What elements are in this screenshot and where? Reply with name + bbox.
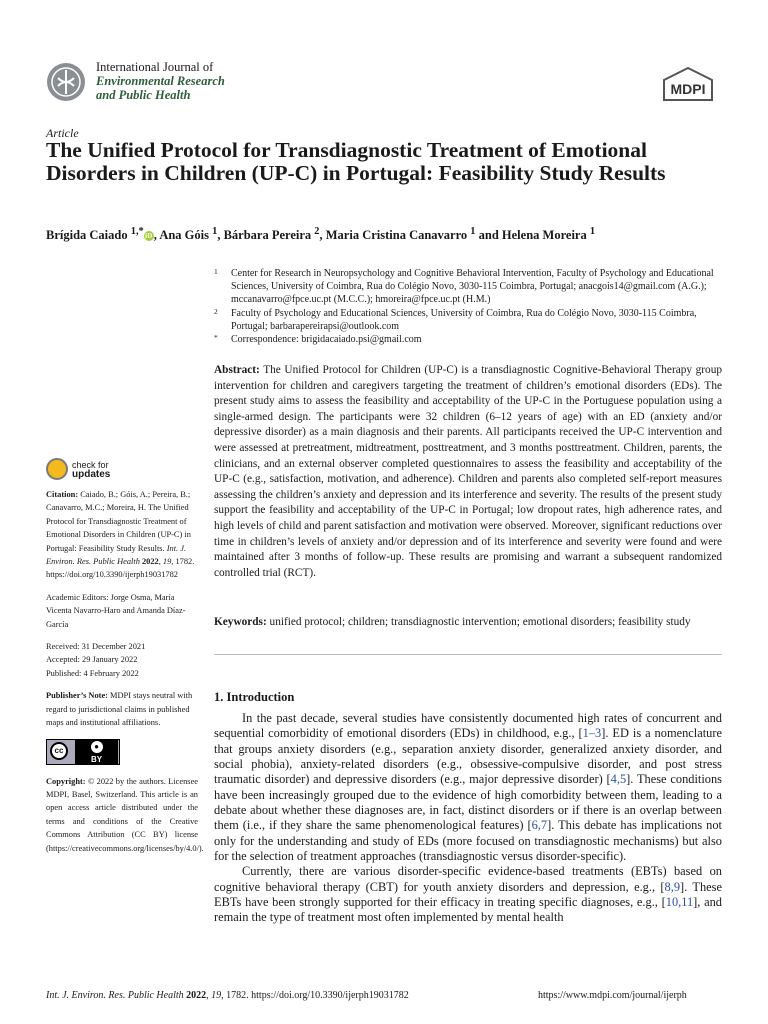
check-updates-line1: check for — [72, 460, 109, 470]
article-title: The Unified Protocol for Transdiagnostic Treatment of Emotional Disorders in Children (UP-C) in Portugal: Feasibility Study Results — [46, 138, 666, 185]
journal-name-line1: International Journal of — [96, 60, 214, 74]
citation-year: 2022 — [141, 557, 159, 567]
citation-link[interactable]: 10,11 — [665, 895, 694, 910]
citation-link[interactable]: 4,5 — [610, 772, 627, 787]
orcid-icon[interactable]: iD — [145, 232, 153, 241]
footer-volume: 19 — [211, 990, 222, 1001]
affiliation-item — [214, 267, 724, 307]
author-affil-mark: 1 — [212, 226, 218, 237]
footer-journal-url[interactable]: https://www.mdpi.com/journal/ijerph — [538, 990, 687, 1001]
check-updates-icon — [46, 458, 68, 480]
keywords-text: unified protocol; children; transdiagnostic intervention; emotional disorders; feasibility study — [269, 616, 691, 628]
journal-name — [96, 60, 225, 102]
paragraph: Currently, there are various disorder-specific evidence-based treatments (EBTs) based on cognitive behavioral therapy (CBT) for youth anxiety disorders and depression, e.g., [8,9]. These EBTs have been strongly supported for their efficacy in treating specific diagnoses, e.g., [10,11], and remain the type of treatment most often implemented by mental health — [214, 864, 722, 925]
author-affil-mark: 1 — [470, 226, 476, 237]
affiliation-text: Center for Research in Neuropsychology and Cognitive Behavioral Intervention, Faculty of Psychology and Educational Sciences, University of Coimbra, Rua do Colégio Novo, 3030-115 Coimbra, Portugal; anacgois14@gmail.com (A.G.); mccanavarro@fpce.uc.pt (M.C.C.); hmoreira@fpce.uc.pt (H.M.) — [231, 268, 714, 306]
author-affil-mark: 1 — [589, 226, 596, 237]
check-updates-line2: updates — [72, 469, 111, 480]
attribution-person-icon: ● — [91, 741, 103, 753]
author-conjunction: and — [478, 228, 499, 243]
citation-journal: Int. J. Environ. Res. Public Health — [46, 543, 187, 567]
footer-citation: Int. J. Environ. Res. Public Health 2022, 19, 1782. https://doi.org/10.3390/ijerph19031782 — [46, 990, 409, 1001]
citation-link[interactable]: 8,9 — [664, 879, 681, 894]
received-date: Received: 31 December 2021 — [46, 642, 146, 652]
check-for-updates-button[interactable] — [46, 458, 126, 484]
affiliation-mark: 1 — [214, 267, 218, 276]
dates — [46, 640, 198, 680]
publisher-name: MDPI — [670, 81, 706, 97]
copyright-label: Copyright: — [46, 776, 86, 786]
keywords — [214, 615, 722, 631]
affiliation-text: Faculty of Psychology and Educational Sciences, University of Coimbra, Rua do Colégio Novo, 3030-115 Coimbra, Portugal; barbarapereirapsi@outlook.com — [231, 307, 697, 332]
copyright-text: © 2022 by the authors. Licensee MDPI, Basel, Switzerland. This article is an open access article distributed under the terms and conditions of the Creative Commons Attribution (CC BY) license (https://creativecommons.org/licenses/by/4.0/). — [46, 776, 204, 853]
abstract-text: The Unified Protocol for Children (UP-C) is a transdiagnostic Cognitive-Behavioral Therapy group intervention for children and caregivers targeting the treatment of children’s emotional disorders (EDs). The present study aims to assess the feasibility and acceptability of the UP-C in the Portuguese population using a single-armed design. The participants were 32 children (6–12 years of age) with an ED (anxiety and/or depressive disorder) as a main diagnosis and their parents. All participants received the UP-C intervention and were assessed at pretreatment, midtreatment, posttreatment, and 3 months posttreatment. Children, parents, the clinicians, and an external observer completed questionnaires to assess the feasibility and acceptability of the UP-C (e.g., satisfaction, motivation, and adherence). Children and parents also completed self-report measures assessing the children’s anxiety and depression and its interference and severity. The results of the present study support the feasibility and acceptability of the UP-C in Portugal; low dropout rates, high adherence rates, and high levels of child and parent satisfaction and motivation were observed. Moreover, significant reductions over time in children’s levels of anxiety and/or depression and of its interference and severity were found and were maintained after 3 months of follow-up. These results are promising and warrant a subsequent randomized controlled trial (RCT). — [214, 364, 722, 579]
creative-commons-icon: cc — [50, 742, 68, 760]
cc-by-license-badge[interactable] — [46, 739, 120, 765]
citation-label: Citation: — [46, 490, 79, 499]
author-name: Brígida Caiado — [46, 228, 128, 243]
introduction-body — [214, 711, 722, 926]
citation-volume: 19 — [162, 557, 172, 567]
accepted-date: Accepted: 29 January 2022 — [46, 655, 138, 665]
author-affil-mark: 1,* — [130, 226, 144, 237]
section-heading-introduction: 1. Introduction — [214, 690, 295, 704]
author-name: Ana Góis — [159, 228, 209, 243]
publisher-note-text: MDPI stays neutral with regard to jurisdictional claims in published maps and institutional affiliations. — [46, 691, 193, 728]
journal-logo-icon — [46, 62, 86, 102]
keywords-label: Keywords: — [214, 616, 267, 628]
affiliation-text: Correspondence: brigidacaiado.psi@gmail.com — [231, 334, 422, 346]
publisher-note — [46, 689, 198, 729]
citation: Citation: Caiado, B.; Góis, A.; Pereira, B.; Canavarro, M.C.; Moreira, H. The Unified Protocol for Transdiagnostic Treatment of Emotional Disorders in Children (UP-C) in Portugal: Feasibility Study Results. Int. J. Environ. Res. Public Health 2022, 19, 1782. https://doi.org/10.3390/ijerph19031782 — [46, 490, 195, 580]
mdpi-logo-icon — [660, 66, 716, 104]
citation-link[interactable]: 1–3 — [582, 726, 602, 741]
citation-text: Caiado, B.; Góis, A.; Pereira, B.; Canavarro, M.C.; Moreira, H. The Unified Protocol for Transdiagnostic Treatment of Emotional Disorders in Children (UP-C) in Portugal: Feasibility Study Results. — [46, 490, 191, 553]
abstract-label: Abstract: — [214, 364, 260, 376]
author-name: Helena Moreira — [501, 228, 587, 243]
publisher-note-label: Publisher’s Note: — [46, 691, 108, 701]
affiliation-mark: * — [214, 333, 218, 343]
author-name: Bárbara Pereira — [223, 228, 312, 243]
abstract — [214, 363, 722, 581]
paragraph: In the past decade, several studies have consistently documented high rates of concurrent and sequential comorbidity of emotional disorders (EDs) in childhood, e.g., [1–3]. ED is a nomenclature that groups anxiety disorders (e.g., separation anxiety disorder, generalized anxiety disorder, and social phobia), anxiety-related disorders (e.g., obsessive-compulsive disorder, and post stress traumatic disorder) and depressive disorders (e.g., major depressive disorder) [4,5]. These conditions have been increasingly grouped due to the evidence of high comorbidity between them, leading to a debate about whether these diagnoses are, in fact, distinct disorders or if there is an overlap between them (i.e., if they share the same phenomenological features) [6,7]. This debate has implications not only for the understanding and study of EDs (more focused on transdiagnostic mechanisms) but also for the selection of treatment approaches (transdiagnostic versus disorder-specific). — [214, 711, 723, 864]
author-list: Brígida Caiado $^{1,*}$ iD , Ana Góis $^1$, Bárbara Pereira $^2$, Maria Cristina Canavarro $^1$ and Helena Moreira $^1$ — [46, 226, 596, 243]
copyright — [46, 775, 204, 855]
affiliations — [214, 267, 724, 346]
citation-link[interactable]: 6,7 — [531, 818, 548, 833]
article-sidebar — [46, 488, 204, 864]
cc-by-label: BY — [90, 754, 103, 764]
affiliation-item — [214, 333, 724, 346]
affiliation-mark: 2 — [214, 306, 218, 316]
author-name: Maria Cristina Canavarro — [325, 228, 468, 243]
author-affil-mark: 2 — [314, 226, 320, 237]
footer-journal: Int. J. Environ. Res. Public Health — [46, 990, 184, 1001]
footer-doi[interactable]: , 1782. https://doi.org/10.3390/ijerph19031782 — [221, 990, 409, 1001]
footer-year: 2022 — [186, 990, 207, 1001]
affiliation-item — [214, 307, 724, 333]
academic-editors: Academic Editors: Jorge Osma, María Vicenta Navarro-Haro and Amanda Díaz-García — [46, 592, 186, 629]
journal-name-line2: Environmental Research — [96, 74, 225, 88]
published-date: Published: 4 February 2022 — [46, 668, 139, 678]
journal-name-line3: and Public Health — [96, 88, 191, 102]
article-type: Article — [46, 126, 79, 140]
keywords-divider — [214, 654, 722, 655]
citation-doi[interactable]: , 1782. https://doi.org/10.3390/ijerph19031782 — [46, 557, 195, 580]
